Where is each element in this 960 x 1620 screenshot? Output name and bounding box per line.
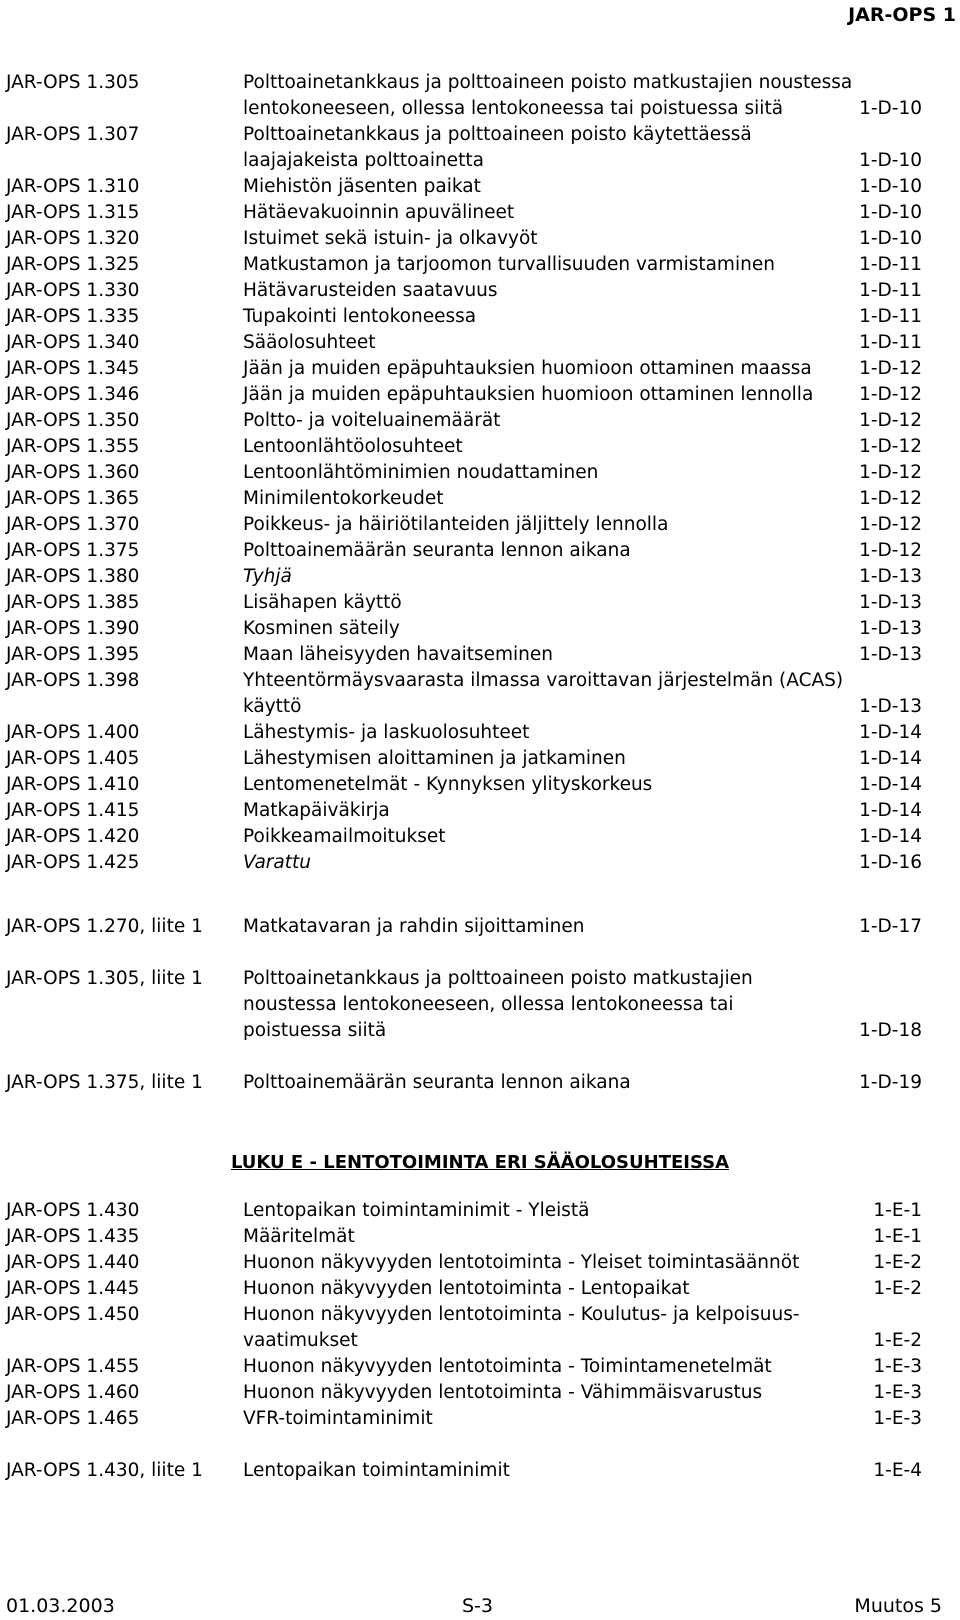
toc-entry [0,850,960,876]
toc-entry-title-line: VFR-toimintaminimit [243,1408,433,1429]
toc-entry-title [243,1380,813,1406]
toc-entry-code: JAR-OPS 1.415 [6,800,140,821]
toc-entry-page: 1-D-12 [859,540,922,561]
footer-date: 01.03.2003 [6,1595,115,1617]
toc-entry [0,1276,960,1302]
toc-entry-title-line: Sääolosuhteet [243,332,376,353]
toc-entry-title [243,1354,813,1380]
toc-section-appendix-375 [0,1070,960,1096]
toc-entry-page: 1-D-13 [859,644,922,665]
toc-entry-title-line: Poltto- ja voiteluainemäärät [243,410,501,431]
toc-entry-title-line: Lentoonlähtöolosuhteet [243,436,463,457]
toc-entry-title [243,616,813,642]
toc-entry-page: 1-D-13 [859,696,922,717]
toc-entry-code: JAR-OPS 1.365 [6,488,140,509]
toc-section-appendix-305 [0,966,960,1044]
toc-entry-title [243,434,813,460]
toc-entry-title-line: laajajakeista polttoainetta [243,150,484,171]
toc-entry-title [243,122,813,174]
toc-entry-title [243,70,853,122]
toc-entry-page: 1-E-3 [873,1356,922,1377]
toc-entry-title-line: Tyhjä [243,566,292,587]
toc-entry-title-line: Jään ja muiden epäpuhtauksien huomioon ottaminen lennolla [243,384,814,405]
toc-entry-page: 1-D-10 [859,202,922,223]
toc-entry-code: JAR-OPS 1.305, liite 1 [6,968,203,989]
toc-entry [0,252,960,278]
toc-entry-code: JAR-OPS 1.325 [6,254,140,275]
toc-entry-page: 1-D-19 [859,1072,922,1093]
toc-entry-page: 1-E-1 [873,1200,922,1221]
toc-entry-code: JAR-OPS 1.307 [6,124,140,145]
toc-entry-code: JAR-OPS 1.440 [6,1252,140,1273]
toc-entry-page: 1-D-17 [859,916,922,937]
toc-entry-title [243,304,813,330]
toc-entry-page: 1-D-10 [859,150,922,171]
toc-entry-title [243,668,844,720]
toc-section-appendix-430 [0,1458,960,1484]
toc-entry-title-line: Lentoonlähtöminimien noudattaminen [243,462,599,483]
toc-entry-page: 1-E-1 [873,1226,922,1247]
toc-entry [0,772,960,798]
toc-entry-page: 1-E-3 [873,1408,922,1429]
toc-entry-code: JAR-OPS 1.345 [6,358,140,379]
toc-entry-title [243,200,813,226]
toc-entry-title [243,850,813,876]
toc-entry-page: 1-D-12 [859,436,922,457]
toc-entry-code: JAR-OPS 1.380 [6,566,140,587]
toc-entry [0,1302,960,1354]
toc-entry-title [243,1070,813,1096]
toc-entry-code: JAR-OPS 1.340 [6,332,140,353]
toc-entry-title [243,356,813,382]
toc-entry-page: 1-D-11 [859,254,922,275]
toc-entry [0,538,960,564]
toc-entry-title-line: Hätävarusteiden saatavuus [243,280,498,301]
toc-entry-title [243,278,813,304]
toc-entry-title-line: Huonon näkyvyyden lentotoiminta - Lentopaikat [243,1278,690,1299]
toc-entry-code: JAR-OPS 1.375, liite 1 [6,1072,203,1093]
toc-entry [0,70,960,122]
footer-page-number: S-3 [462,1595,494,1617]
toc-entry-code: JAR-OPS 1.355 [6,436,140,457]
toc-entry [0,1250,960,1276]
toc-entry [0,278,960,304]
toc-entry-title-line: vaatimukset [243,1330,358,1351]
toc-entry-title [243,966,813,1044]
toc-entry-title [243,798,813,824]
toc-entry-title-line: Polttoainetankkaus ja polttoaineen poisto matkustajien [243,968,753,989]
toc-entry-code: JAR-OPS 1.390 [6,618,140,639]
toc-entry-title-line: Lähestymis- ja laskuolosuhteet [243,722,530,743]
toc-entry-title [243,772,813,798]
toc-entry [0,1224,960,1250]
toc-entry-code: JAR-OPS 1.370 [6,514,140,535]
toc-entry-title [243,1276,813,1302]
toc-entry-title-line: Matkustamon ja tarjoomon turvallisuuden varmistaminen [243,254,775,275]
toc-entry-code: JAR-OPS 1.346 [6,384,140,405]
toc-entry [0,382,960,408]
toc-entry [0,616,960,642]
toc-entry-page: 1-D-11 [859,280,922,301]
toc-entry-title [243,590,813,616]
toc-entry-page: 1-D-10 [859,98,922,119]
toc-entry-page: 1-E-4 [873,1460,922,1481]
toc-entry-page: 1-D-12 [859,410,922,431]
toc-entry-title-line: Polttoainemäärän seuranta lennon aikana [243,1072,631,1093]
toc-entry-page: 1-D-12 [859,488,922,509]
toc-entry-title-line: Lähestymisen aloittaminen ja jatkaminen [243,748,626,769]
chapter-heading: LUKU E - LENTOTOIMINTA ERI SÄÄOLOSUHTEISSA [230,1152,730,1173]
toc-entry-title-line: Polttoainetankkaus ja polttoaineen poisto käytettäessä [243,124,752,145]
toc-entry [0,200,960,226]
toc-section-appendix-270 [0,914,960,940]
toc-entry [0,122,960,174]
toc-entry-page: 1-D-12 [859,462,922,483]
footer-revision: Muutos 5 [854,1595,942,1617]
toc-entry-code: JAR-OPS 1.430 [6,1200,140,1221]
toc-entry [0,330,960,356]
toc-entry-title-line: Määritelmät [243,1226,355,1247]
toc-entry-page: 1-D-13 [859,592,922,613]
toc-entry [0,486,960,512]
toc-entry-title-line: Matkapäiväkirja [243,800,390,821]
toc-entry-page: 1-D-14 [859,774,922,795]
toc-entry-title [243,1406,813,1432]
toc-entry [0,174,960,200]
toc-entry-title [243,642,813,668]
toc-entry [0,1380,960,1406]
toc-entry-page: 1-D-13 [859,618,922,639]
toc-entry [0,914,960,940]
toc-entry-title [243,486,813,512]
toc-entry-code: JAR-OPS 1.335 [6,306,140,327]
toc-entry-page: 1-D-12 [859,358,922,379]
toc-entry-code: JAR-OPS 1.395 [6,644,140,665]
toc-entry-title [243,408,813,434]
toc-entry [0,642,960,668]
toc-entry [0,720,960,746]
toc-entry-code: JAR-OPS 1.435 [6,1226,140,1247]
toc-entry-code: JAR-OPS 1.330 [6,280,140,301]
toc-entry-title [243,746,813,772]
toc-entry-title [243,824,813,850]
toc-entry-code: JAR-OPS 1.320 [6,228,140,249]
toc-entry-page: 1-E-2 [873,1330,922,1351]
toc-entry [0,966,960,1044]
toc-entry-title-line: Polttoainetankkaus ja polttoaineen poisto matkustajien noustessa [243,72,853,93]
toc-entry-title-line: Lentomenetelmät - Kynnyksen ylityskorkeus [243,774,653,795]
toc-entry-title [243,538,813,564]
toc-entry-title [243,226,813,252]
toc-entry [0,824,960,850]
toc-entry-code: JAR-OPS 1.445 [6,1278,140,1299]
toc-entry-page: 1-D-14 [859,826,922,847]
toc-entry-title [243,382,813,408]
toc-entry-title-line: Huonon näkyvyyden lentotoiminta - Yleiset toimintasäännöt [243,1252,800,1273]
toc-entry-page: 1-E-2 [873,1278,922,1299]
toc-entry-code: JAR-OPS 1.460 [6,1382,140,1403]
toc-entry-page: 1-D-18 [859,1020,922,1041]
toc-entry-code: JAR-OPS 1.385 [6,592,140,613]
toc-entry-title [243,1250,813,1276]
toc-entry-code: JAR-OPS 1.350 [6,410,140,431]
toc-entry-page: 1-D-14 [859,722,922,743]
toc-entry-title-line: Jään ja muiden epäpuhtauksien huomioon ottaminen maassa [243,358,812,379]
toc-entry-code: JAR-OPS 1.410 [6,774,140,795]
toc-entry [0,798,960,824]
toc-entry-title-line: Varattu [243,852,311,873]
toc-entry-title-line: Miehistön jäsenten paikat [243,176,481,197]
toc-entry-title-line: poistuessa siitä [243,1020,387,1041]
toc-entry-code: JAR-OPS 1.425 [6,852,140,873]
toc-entry-title [243,1458,813,1484]
toc-entry-title-line: Hätäevakuoinnin apuvälineet [243,202,515,223]
toc-entry-code: JAR-OPS 1.315 [6,202,140,223]
toc-entry-title-line: Poikkeamailmoitukset [243,826,446,847]
toc-entry-code: JAR-OPS 1.405 [6,748,140,769]
toc-entry-title-line: Tupakointi lentokoneessa [243,306,477,327]
toc-entry-title [243,512,813,538]
toc-entry [0,1354,960,1380]
toc-section-chapter-e [0,1198,960,1432]
toc-entry-title-line: Yhteentörmäysvaarasta ilmassa varoittavan järjestelmän (ACAS) [243,670,844,691]
toc-entry-title-line: Kosminen säteily [243,618,400,639]
toc-entry-code: JAR-OPS 1.375 [6,540,140,561]
toc-entry [0,226,960,252]
toc-entry-title [243,174,813,200]
toc-entry-code: JAR-OPS 1.450 [6,1304,140,1325]
toc-section-chapter-d [0,70,960,876]
toc-entry-code: JAR-OPS 1.398 [6,670,140,691]
toc-entry-title-line: käyttö [243,696,302,717]
toc-entry-title-line: Poikkeus- ja häiriötilanteiden jäljittely lennolla [243,514,669,535]
toc-entry-title [243,914,813,940]
toc-entry-title [243,330,813,356]
toc-entry-title-line: Huonon näkyvyyden lentotoiminta - Vähimmäisvarustus [243,1382,763,1403]
toc-entry-code: JAR-OPS 1.400 [6,722,140,743]
toc-entry-page: 1-D-10 [859,176,922,197]
toc-entry-code: JAR-OPS 1.455 [6,1356,140,1377]
toc-entry-page: 1-D-13 [859,566,922,587]
toc-entry [0,668,960,720]
toc-entry-title-line: Lisähapen käyttö [243,592,402,613]
toc-entry-page: 1-E-2 [873,1252,922,1273]
toc-entry-title-line: noustessa lentokoneeseen, ollessa lentokoneessa tai [243,994,734,1015]
toc-entry [0,408,960,434]
toc-entry-title-line: Lentopaikan toimintaminimit - Yleistä [243,1200,590,1221]
toc-entry [0,590,960,616]
toc-entry-page: 1-D-11 [859,306,922,327]
toc-entry-title-line: lentokoneeseen, ollessa lentokoneessa tai poistuessa siitä [243,98,784,119]
toc-entry-title [243,252,813,278]
toc-entry-title [243,1198,813,1224]
toc-entry-code: JAR-OPS 1.465 [6,1408,140,1429]
toc-entry-page: 1-D-12 [859,514,922,535]
toc-entry [0,512,960,538]
toc-entry-title-line: Lentopaikan toimintaminimit [243,1460,510,1481]
toc-entry-code: JAR-OPS 1.270, liite 1 [6,916,203,937]
toc-entry [0,746,960,772]
toc-entry-title-line: Minimilentokorkeudet [243,488,444,509]
toc-entry-page: 1-D-14 [859,748,922,769]
toc-entry-title-line: Maan läheisyyden havaitseminen [243,644,553,665]
toc-entry [0,356,960,382]
toc-entry-page: 1-E-3 [873,1382,922,1403]
toc-entry-code: JAR-OPS 1.360 [6,462,140,483]
toc-entry-code: JAR-OPS 1.310 [6,176,140,197]
toc-entry [0,1070,960,1096]
toc-entry-title [243,460,813,486]
toc-entry-title-line: Matkatavaran ja rahdin sijoittaminen [243,916,585,937]
toc-entry-title [243,1302,813,1354]
header-title: JAR-OPS 1 [848,4,956,26]
toc-entry [0,1198,960,1224]
toc-entry-title [243,564,813,590]
toc-entry [0,1458,960,1484]
toc-entry-page: 1-D-14 [859,800,922,821]
toc-entry-title [243,1224,813,1250]
toc-entry-page: 1-D-11 [859,332,922,353]
toc-entry-page: 1-D-10 [859,228,922,249]
toc-entry [0,1406,960,1432]
toc-entry-title [243,720,813,746]
toc-entry [0,434,960,460]
toc-entry-title-line: Polttoainemäärän seuranta lennon aikana [243,540,631,561]
toc-entry-code: JAR-OPS 1.430, liite 1 [6,1460,203,1481]
toc-entry-code: JAR-OPS 1.305 [6,72,140,93]
toc-entry [0,564,960,590]
toc-entry-page: 1-D-12 [859,384,922,405]
toc-entry-title-line: Istuimet sekä istuin- ja olkavyöt [243,228,538,249]
toc-entry-page: 1-D-16 [859,852,922,873]
toc-entry-title-line: Huonon näkyvyyden lentotoiminta - Toimintamenetelmät [243,1356,772,1377]
toc-entry-code: JAR-OPS 1.420 [6,826,140,847]
toc-entry-title-line: Huonon näkyvyyden lentotoiminta - Koulutus- ja kelpoisuus- [243,1304,800,1325]
toc-entry [0,460,960,486]
toc-entry [0,304,960,330]
